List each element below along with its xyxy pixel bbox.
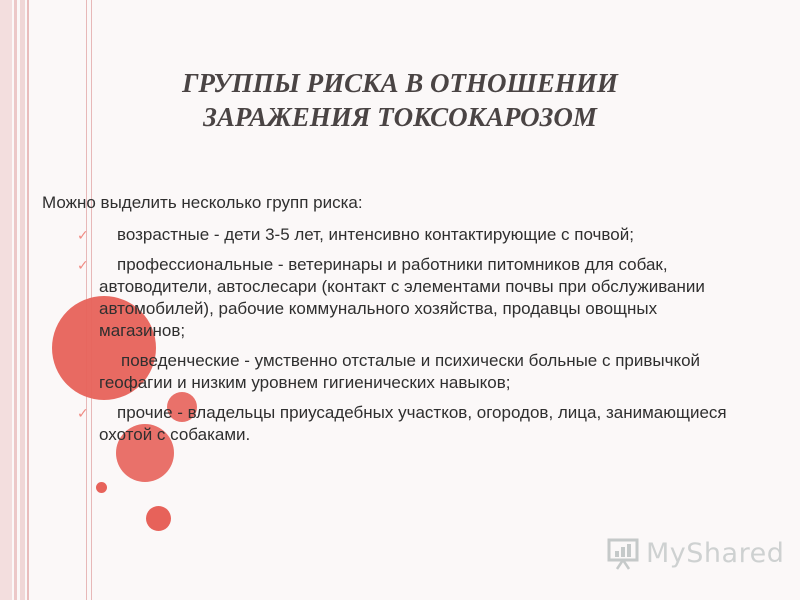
list-item-text: поведенческие - умственно отсталые и психически больные с привычкой геофагии и низким уровнем гигиенических навыков; [99,351,701,392]
slide-title [120,66,680,134]
list-item [42,402,747,446]
watermark-text: MyShared [646,538,785,569]
checkmark-icon: ✓ [77,228,89,244]
slide-body [42,192,747,454]
decor-circle-tiny [96,482,107,493]
presentation-board-icon [606,536,642,570]
decor-stripe [0,0,12,600]
decor-stripe [27,0,29,600]
title-line-1: ГРУППЫ РИСКА В ОТНОШЕНИИ [182,68,618,98]
decor-stripe [20,0,25,600]
decor-stripe [14,0,17,600]
decor-circle-small [146,506,171,531]
title-line-2: ЗАРАЖЕНИЯ ТОКСОКАРОЗОМ [203,102,597,132]
list-item-text: прочие - владельцы приусадебных участков, огородов, лица, занимающиеся охотой с собаками. [99,403,727,444]
risk-group-list [42,224,747,446]
list-item-text: возрастные - дети 3-5 лет, интенсивно контактирующие с почвой; [117,225,634,244]
checkmark-icon: ✓ [77,406,89,422]
watermark [606,536,785,572]
checkmark-icon: ✓ [77,258,89,274]
list-item [42,254,747,342]
list-item-text: профессиональные - ветеринары и работники питомников для собак, автоводители, автослесари (контакт с элементами почвы при обслуживании автомобилей), рабочие коммунального хозяйства, продавцы овощных магазинов; [99,255,705,340]
list-item [42,350,747,394]
intro-text: Можно выделить несколько групп риска: [42,193,363,212]
list-item [42,224,747,246]
